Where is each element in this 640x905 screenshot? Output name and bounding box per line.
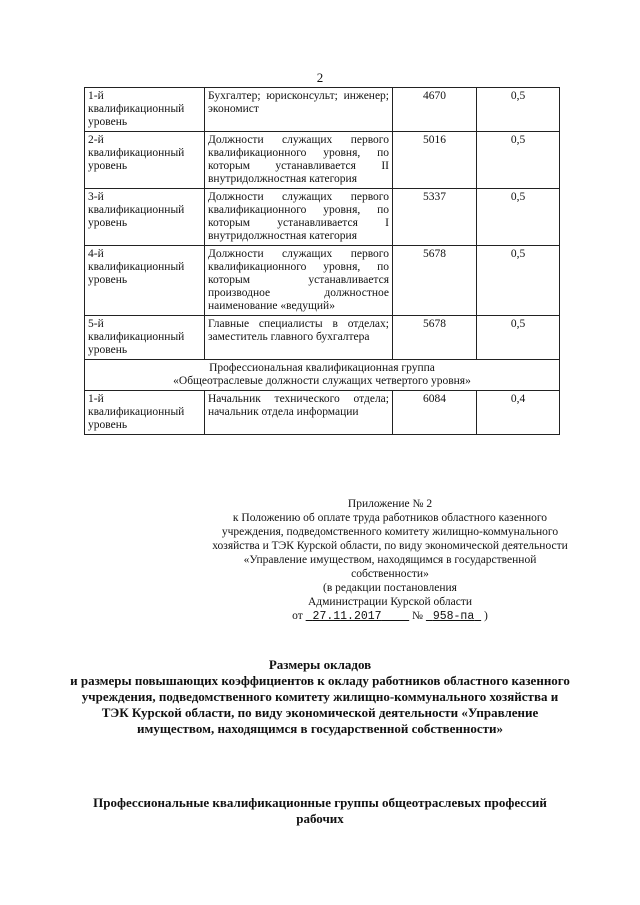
coefficient-cell: 0,5 xyxy=(477,316,560,360)
appendix-edition-note: (в редакции постановления xyxy=(323,582,457,594)
qualification-level-cell: 4-й квалификационный уровень xyxy=(85,246,205,316)
positions-cell: Главные специалисты в отделах; заместитель главного бухгалтера xyxy=(205,316,393,360)
appendix-reference: к Положению об оплате труда работников областного казенного учреждения, подведомственного комитету жилищно-коммунального хозяйства и ТЭК Курской области, по виду экономической деятельности «Управление имуществом, находящимся в государственной собственности» xyxy=(212,512,568,580)
salary-cell: 5678 xyxy=(393,246,477,316)
salary-cell: 5337 xyxy=(393,189,477,246)
salary-cell: 6084 xyxy=(393,391,477,435)
resolution-number: 958-па xyxy=(432,610,475,623)
page-number: 2 xyxy=(316,70,324,85)
positions-cell: Бухгалтер; юрисконсульт; инженер; экономист xyxy=(205,88,393,132)
group-header-line1: Профессиональная квалификационная группа xyxy=(209,362,435,374)
qualification-level-cell: 1-й квалификационный уровень xyxy=(85,391,205,435)
table-row xyxy=(85,132,560,189)
salary-table xyxy=(84,87,560,435)
appendix-authority: Администрации Курской области xyxy=(308,596,472,608)
appendix-date-line xyxy=(210,609,570,624)
qualification-level-cell: 1-й квалификационный уровень xyxy=(85,88,205,132)
group-header-line2: «Общеотраслевые должности служащих четвертого уровня» xyxy=(173,375,471,387)
coefficient-cell: 0,5 xyxy=(477,246,560,316)
salary-cell: 5016 xyxy=(393,132,477,189)
table-row xyxy=(85,88,560,132)
group-header-cell xyxy=(85,360,560,391)
coefficient-cell: 0,5 xyxy=(477,88,560,132)
document-title xyxy=(70,657,570,737)
coefficient-cell: 0,4 xyxy=(477,391,560,435)
table-row xyxy=(85,246,560,316)
coefficient-cell: 0,5 xyxy=(477,132,560,189)
qualification-level-cell: 5-й квалификационный уровень xyxy=(85,316,205,360)
positions-cell: Должности служащих первого квалификационного уровня, по которым устанавливается I внутридолжностная категория xyxy=(205,189,393,246)
table-row xyxy=(85,316,560,360)
positions-cell: Должности служащих первого квалификационного уровня, по которым устанавливается II внутридолжностная категория xyxy=(205,132,393,189)
title-line2: и размеры повышающих коэффициентов к окладу работников областного казенного учреждения, подведомственного комитету жилищно-коммунального хозяйства и ТЭК Курской области, по виду экономической деятельности «Управление имуществом, находящимся в государственной собственности» xyxy=(70,673,570,736)
positions-cell: Начальник технического отдела; начальник отдела информации xyxy=(205,391,393,435)
closing-paren: ) xyxy=(484,610,488,622)
coefficient-cell: 0,5 xyxy=(477,189,560,246)
qualification-level-cell: 2-й квалификационный уровень xyxy=(85,132,205,189)
appendix-title: Приложение № 2 xyxy=(347,498,433,510)
section-subtitle: Профессиональные квалификационные группы общеотраслевых профессий рабочих xyxy=(93,795,547,826)
salary-cell: 4670 xyxy=(393,88,477,132)
group-header-row xyxy=(85,360,560,391)
qualification-level-cell: 3-й квалификационный уровень xyxy=(85,189,205,246)
date-prefix: от xyxy=(292,610,303,622)
positions-cell: Должности служащих первого квалификационного уровня, по которым устанавливается производное должностное наименование «ведущий» xyxy=(205,246,393,316)
salary-cell: 5678 xyxy=(393,316,477,360)
title-line1: Размеры окладов xyxy=(268,657,372,672)
table-row xyxy=(85,189,560,246)
number-prefix: № xyxy=(412,610,424,622)
appendix-block xyxy=(210,497,570,624)
resolution-date: 27.11.2017 xyxy=(312,610,382,623)
table-row xyxy=(85,391,560,435)
